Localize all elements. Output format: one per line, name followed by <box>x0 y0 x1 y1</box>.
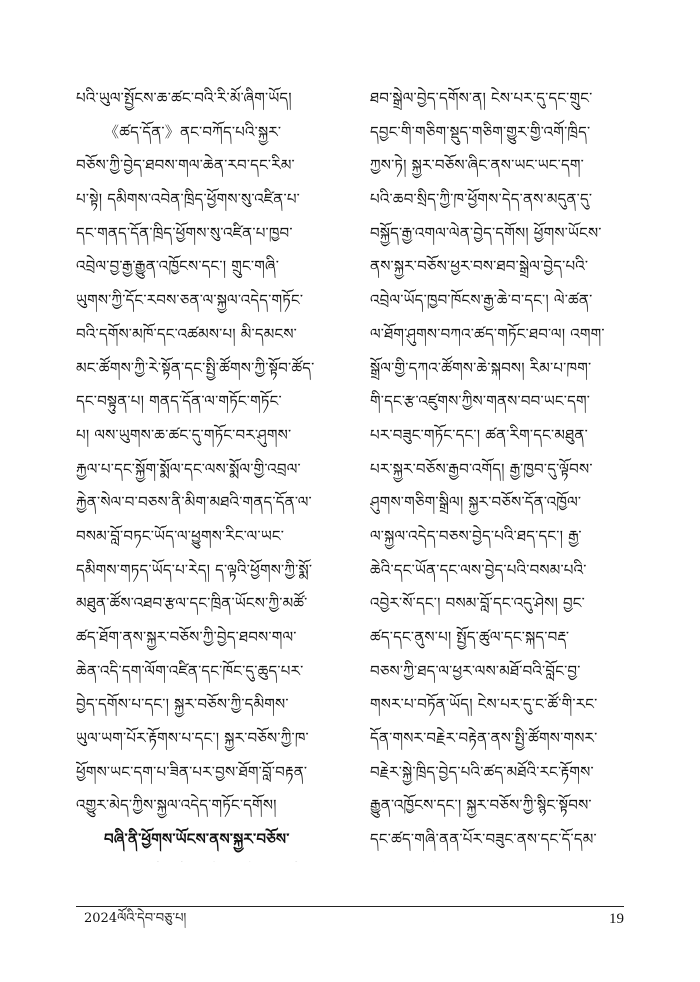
text-line: འབྲེལ་བྱ་རྒྱ་རྒྱུན་འཁྱོངས་དང་། གྲུང་གཞི་ <box>76 257 280 276</box>
text-line: འབྲེལ་ཡོད་ཁྱབ་ཁོངས་རྒྱ་ཆེ་བ་དང་། ལེ་ཚན་ <box>370 291 593 310</box>
text-line: ཡུགས་ཀྱི་དོང་རབས་ཅན་ལ་སྐྱལ་འདེད་གཏོང་ <box>76 291 304 310</box>
text-line: བཞི་ནི་ཕྱོགས་ཡོངས་ནས་སྐྱར་བཅོས་ <box>104 830 290 849</box>
left-column <box>76 82 344 862</box>
issue-label: 2024ལོའི་དེབ་བཅུ་པ། <box>84 911 187 926</box>
text-line: རྐྱལ་པ་དང་སྐྱོག་སྨོལ་དང་ལས་སྨོལ་གྱི་འབྲལ་ <box>76 459 301 478</box>
text-line <box>370 857 638 862</box>
text-line: རྐྱེན་སེལ་བ་བཅས་ནི་མིག་མཐའི་གནད་དོན་ལ་ <box>76 493 312 512</box>
text-line: ཆེན་འདི་དག་ལོག་འཛིན་དང་ཁོང་དུ་ཆུད་པར་ <box>76 661 304 680</box>
text-line: གི་དང་རྩ་འཛུགས་ཀྱིས་གནས་བབ་ཡང་དག་ <box>370 392 591 411</box>
text-line: ཡུལ་ཡག་པོར་རྟོགས་པ་དང་། སྐྱར་བཅོས་ཀྱི་ཁ་ <box>76 729 309 748</box>
text-line: ཀྱས་ཏེ། སྐྱར་བཅོས་ཞིང་ནས་ཡང་ཡང་དག་ <box>370 156 584 175</box>
text-line: ཐབ་སྒྲེལ་བྱེད་དགོས་ན། ངེས་པར་དུ་དང་གྲུང་ <box>370 89 593 107</box>
text-line: པར་སྐྱར་བཅོས་རྒྱབ་འགོད། རྒྱ་ཁྱབ་དུ་ལྟོབས་ <box>370 459 593 478</box>
text-line: བསམ་བློ་བཏང་ཡོད་ལ་ཕྱུགས་རིང་ལ་ཡང་ <box>76 526 285 545</box>
text-line: པ། ལས་ཡུགས་ཆ་ཚང་དུ་གཏོང་བར་ཤུགས་ <box>76 425 292 444</box>
text-line: ལ་སྐྱལ་འདེད་བཅས་བྱེད་པའི་ཐད་དང་། རྒྱ་ <box>370 526 582 545</box>
text-line: དང་བསྟུན་པ། གནད་དོན་ལ་གཏོང་གཏོང་ <box>76 392 282 411</box>
text-line: ཕྱོགས་ཡང་དག་པ་ཟིན་པར་བྱས་ཐོག་བློ་བརྟན་ <box>76 762 308 781</box>
text-line: འབྱེར་སོ་དང་། བསམ་བློ་དང་འདུ་ཤེས། བྱང་ <box>370 594 586 613</box>
text-line: 《ཚད་དོན་》ནང་བཀོད་པའི་སྐྱར་ <box>104 122 282 141</box>
text-line: དོན་གསར་བརྗེར་བརྟེན་ནས་སྤྱི་ཚོགས་གསར་ <box>370 729 598 748</box>
right-column <box>370 82 638 862</box>
text-line: གསར་པ་བཏོན་ཡོད། ངེས་པར་དུ་ང་ཚོ་གི་རང་ <box>370 695 598 714</box>
text-line: པའི་ཆབ་སྲིད་ཀྱི་ཁ་ཕྱོགས་དེད་ནས་མདུན་དུ་ <box>370 190 593 209</box>
text-line: བརྗེར་སྐྱེ་ཁྲིད་བྱེད་པའི་ཚད་མཐོའི་རང་རྟོགས་ <box>370 762 594 781</box>
text-line: རྒྱུན་འཁྱོངས་དང་། སྐྱར་བཅོས་ཀྱི་སྙིང་སྟོབས་ <box>370 796 592 815</box>
text-line: བཅོས་ཀྱི་བྱེད་ཐབས་གལ་ཆེན་རབ་དང་རིམ་ <box>76 156 295 175</box>
text-line: ཚད་ཐོག་ནས་སྐྱར་བཅོས་ཀྱི་བྱེད་ཐབས་གལ་ <box>76 628 297 646</box>
text-line: སྒྲོལ་གྱི་དཀའ་ཚོགས་ཆེ་སྐབས། རིམ་པ་ཁག་ <box>370 358 592 377</box>
text-line: བཅས་ཀྱི་ཐད་ལ་ཕྱར་ལས་མཐོ་བའི་བློང་བྱ་ <box>370 661 581 680</box>
text-line: བསྐྱོད་རྒྱ་འགལ་ལེན་བྱེད་དགོས། ཕྱོགས་ཡོངས་ <box>370 223 602 242</box>
text-line: དང་གནད་དོན་ཁྲིད་ཕྱོགས་སུ་འཛིན་པ་ཁྱབ་ <box>76 223 293 242</box>
page-number: 19 <box>609 911 624 927</box>
text-line: དམིགས་གཏད་ཡོད་པ་རེད། ད་ལྟའི་ཕྱོགས་ཀྱི་སྨོ་ <box>76 560 313 579</box>
text-line: བའི་དགོས་མཁོ་དང་འཚམས་པ། མི་དམངས་ <box>76 324 298 343</box>
text-line: མང་ཚོགས་ཀྱི་རེ་སྟོན་དང་སྤྱི་ཚོགས་ཀྱི་སྟོབ་ཚོད་ <box>76 358 315 377</box>
text-line: བྱེད་དགོས་པ་དང་། སྐྱར་བཅོས་ཀྱི་དམིགས་ <box>76 695 289 714</box>
text-line <box>76 857 344 862</box>
text-line: དབྱང་གི་གཅིག་སྡུད་གཅིག་གྱུར་གྱི་འགོ་ཁྲིད་ <box>370 122 591 141</box>
text-line: དང་ཚད་གཞི་ནན་པོར་བཟུང་ནས་དང་དོ་དམ་ <box>370 830 597 849</box>
text-line: མཐུན་ཚོས་འཐབ་རྩལ་དང་ཁྲིན་ཡོངས་ཀྱི་མཚོ་ <box>76 594 308 613</box>
text-line: འགྱུར་མེད་ཀྱིས་སྐྱལ་འདེད་གཏོང་དགོས། <box>76 796 277 815</box>
text-line: པའི་ཡུལ་སྤྱོངས་ཆ་ཚང་བའི་རི་མོ་ཞིག་ཡོད། <box>76 89 292 107</box>
text-line: ཚད་དང་ནུས་པ། སྤྱོད་ཚུལ་དང་སྐད་བརྡ་ <box>370 628 570 646</box>
footer-rule <box>76 906 624 907</box>
text-line: པར་བཟུང་གཏོང་དང་། ཚན་རིག་དང་མཐུན་ <box>370 425 588 444</box>
text-line: པ་སྟེ། དམིགས་འབེན་ཁྲིད་ཕྱོགས་སུ་འཛིན་པ་ <box>76 190 300 209</box>
text-line: ནས་སྐྱར་བཅོས་ཕྱར་བས་ཐབ་སྒྲེལ་བྱེད་པའི་ <box>370 257 589 276</box>
text-line: ཆེའི་དང་ཡོན་དང་ལས་བྱེད་པའི་བསམ་པའི་ <box>370 560 587 579</box>
text-line: ཤུགས་གཅིག་སྒྲིལ། སྐྱར་བཅོས་དོན་འཁྱོལ་ <box>370 493 582 512</box>
text-line: ལ་ཐོག་ཤུགས་བཀའ་ཚད་གཏོང་ཐབ་ལ། འགག་ <box>370 324 605 343</box>
